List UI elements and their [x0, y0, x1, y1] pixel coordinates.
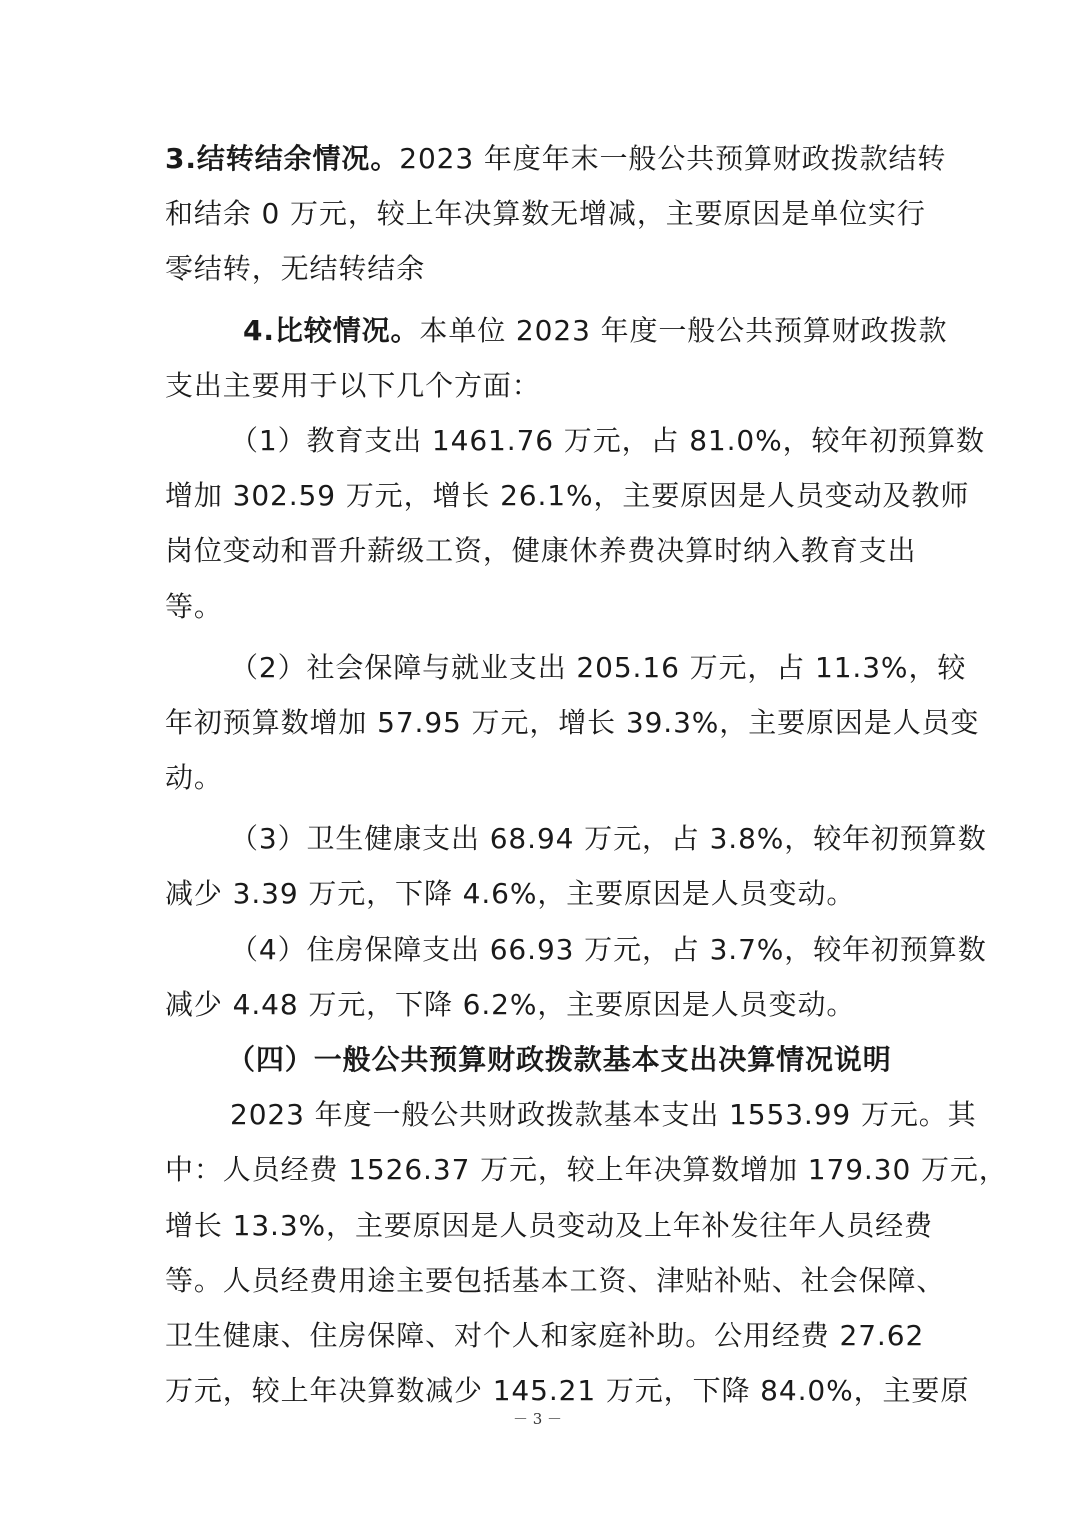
paragraph-line: （1）教育支出 1461.76 万元，占 81.0%，较年初预算数 — [230, 423, 985, 457]
paragraph-line: 卫生健康、住房保障、对个人和家庭补助。公用经费 27.62 — [165, 1318, 925, 1352]
section-heading: 4.比较情况。 — [243, 313, 420, 347]
paragraph-line: 等。 — [165, 589, 223, 623]
paragraph-line: 岗位变动和晋升薪级工资，健康休养费决算时纳入教育支出 — [165, 534, 917, 568]
paragraph-line: 增长 13.3%，主要原因是人员变动及上年补发往年人员经费 — [165, 1208, 933, 1242]
paragraph-line: （3）卫生健康支出 68.94 万元，占 3.8%，较年初预算数 — [230, 822, 987, 856]
subsection-heading: （四）一般公共预算财政拨款基本支出决算情况说明 — [227, 1043, 892, 1076]
paragraph-line: 支出主要用于以下几个方面： — [165, 368, 541, 402]
paragraph-line — [165, 303, 948, 358]
paragraph-line: 零结转，无结转结余 — [165, 252, 426, 286]
paragraph-line: 万元，较上年决算数减少 145.21 万元，下降 84.0%，主要原 — [165, 1374, 970, 1408]
paragraph-text: 本单位 2023 年度一般公共预算财政拨款 — [419, 313, 948, 347]
paragraph-line: 动。 — [165, 761, 223, 795]
paragraph-line: 和结余 0 万元，较上年决算数无增减，主要原因是单位实行 — [165, 197, 926, 231]
paragraph-line: 减少 4.48 万元，下降 6.2%，主要原因是人员变动。 — [165, 987, 856, 1021]
paragraph-text: 2023 年度年末一般公共预算财政拨款结转 — [399, 142, 947, 175]
paragraph-line: 减少 3.39 万元，下降 4.6%，主要原因是人员变动。 — [165, 877, 856, 911]
paragraph-line: （4）住房保障支出 66.93 万元，占 3.7%，较年初预算数 — [230, 932, 987, 966]
paragraph-line: 2023 年度一般公共财政拨款基本支出 1553.99 万元。其 — [230, 1098, 977, 1132]
page-number: － 3 － — [512, 1410, 563, 1428]
section-heading: 3.结转结余情况。 — [165, 142, 400, 175]
paragraph-line — [165, 131, 947, 186]
document-body — [165, 131, 1008, 1418]
paragraph-line: 年初预算数增加 57.95 万元，增长 39.3%，主要原因是人员变 — [165, 705, 980, 739]
paragraph-line: 增加 302.59 万元，增长 26.1%，主要原因是人员变动及教师 — [165, 479, 970, 513]
paragraph-line: 中：人员经费 1526.37 万元，较上年决算数增加 179.30 万元， — [165, 1153, 1008, 1187]
paragraph-line: 等。人员经费用途主要包括基本工资、津贴补贴、社会保障、 — [165, 1263, 946, 1297]
paragraph-line: （2）社会保障与就业支出 205.16 万元，占 11.3%，较 — [230, 650, 967, 684]
